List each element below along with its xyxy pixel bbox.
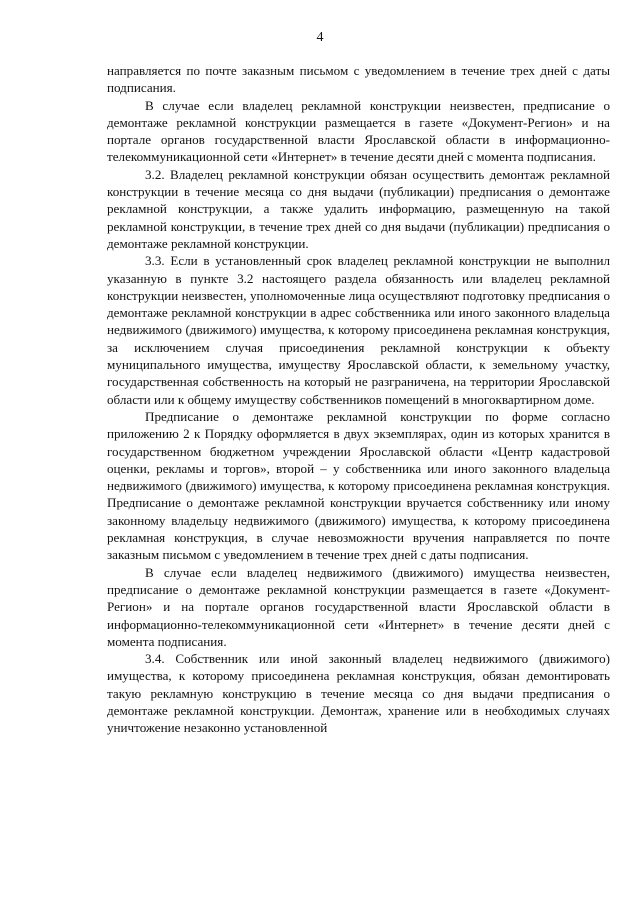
page-number: 4: [316, 30, 324, 45]
paragraph-3-3: 3.3. Если в установленный срок владелец рекламной конструкции не выполнил указанную в пункте 3.2 настоящего раздела обязанность или владелец рекламной конструкции неизвестен, уполномоченные лица осуществляют подготовку предписания о демонтаже рекламной конструкции в адрес собственника или иного законного владельца недвижимого (движимого) имущества, к которому присоединена рекламная конструкция, за исключением случая присоединения рекламной конструкции к объекту муниципального имущества, имуществу Ярославской области, к земельному участку, государственная собственность на который не разграничена, на территории Ярославской области или к общему имуществу собственников помещений в многоквартирном доме.: [107, 253, 610, 407]
paragraph-3-2: 3.2. Владелец рекламной конструкции обязан осуществить демонтаж рекламной конструкции в течение месяца со дня выдачи (публикации) предписания о демонтаже рекламной конструкции, а также удалить информацию, размещенную на такой рекламной конструкции, в течение трех дней со дня выдачи (публикации) предписания о демонтаже рекламной конструкции.: [107, 166, 610, 251]
paragraph-3-4: 3.4. Собственник или иной законный владелец недвижимого (движимого) имущества, к которому присоединена рекламная конструкция, обязан демонтировать такую рекламную конструкцию в течение месяца со дня выдачи предписания о демонтаже рекламной конструкции. Демонтаж, хранение или в необходимых случаях уничтожение незаконно установленной: [107, 651, 610, 736]
document-body: [107, 62, 610, 737]
paragraph-continuation: направляется по почте заказным письмом с уведомлением в течение трех дней с даты подписания.: [107, 63, 610, 96]
paragraph-unknown-property-owner: В случае если владелец недвижимого (движимого) имущества неизвестен, предписание о демонтаже рекламной конструкции размещается в газете «Документ-Регион» и на портале органов государственной власти Ярославской области в информационно-телекоммуникационной сети «Интернет» в течение десяти дней с момента подписания.: [107, 564, 610, 649]
paragraph-unknown-owner-publication: В случае если владелец рекламной конструкции неизвестен, предписание о демонтаже рекламной конструкции размещается в газете «Документ-Регион» и на портале органов государственной власти Ярославской области в информационно-телекоммуникационной сети «Интернет» в течение десяти дней с момента подписания.: [107, 97, 610, 165]
paragraph-prescription-form: Предписание о демонтаже рекламной конструкции по форме согласно приложению 2 к Порядку оформляется в двух экземплярах, один из которых хранится в государственном бюджетном учреждении Ярославской области «Центр кадастровой оценки, рекламы и торгов», второй – у собственника или иного законного владельца недвижимого (движимого) имущества, к которому присоединена рекламная конструкция. Предписание о демонтаже рекламной конструкции вручается собственнику или иному законному владельцу недвижимого (движимого) имущества, к которому присоединена рекламная конструкция, в случае невозможности вручения направляется по почте заказным письмом с уведомлением в течение трех дней с даты подписания.: [107, 408, 610, 563]
